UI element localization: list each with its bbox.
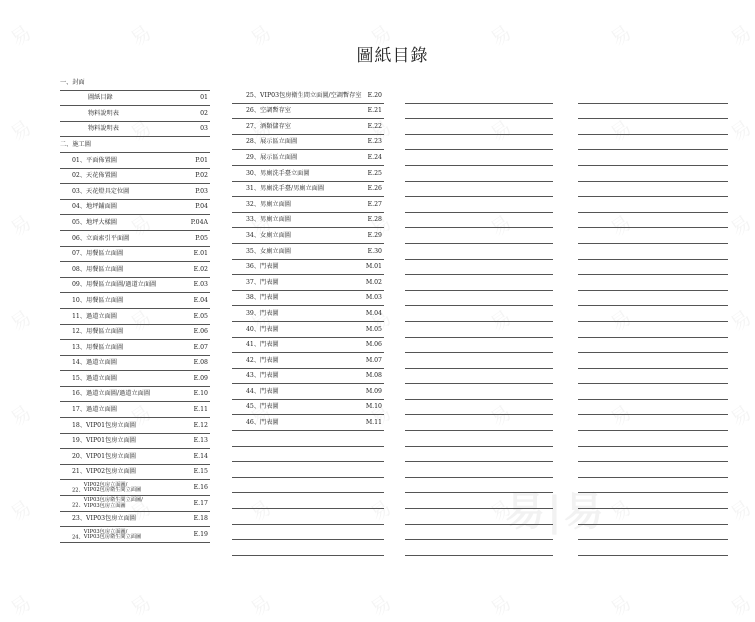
drawing-code: E.13 [193,437,208,445]
drawing-name: 05、地坪大樣圖 [72,218,117,226]
drawing-code: M.11 [365,419,382,427]
drawing-code: E.09 [193,374,208,382]
drawing-list-row [60,356,210,372]
drawing-code: P.04A [190,218,208,226]
watermark-glyph [603,587,636,622]
drawing-list-row [60,106,210,122]
drawing-code: E.23 [367,138,382,146]
drawing-code: 02 [200,109,208,117]
watermark-glyph [3,302,36,337]
drawing-name-line: VIP03包房立面圖/ [83,528,128,535]
blank-row [578,400,728,416]
drawing-code: E.14 [193,452,208,460]
drawing-code: E.03 [193,281,208,289]
drawing-list-row [60,309,210,325]
drawing-name: 45、門表圖 [246,403,279,411]
blank-row [405,291,553,307]
blank-row [578,150,728,166]
drawing-code: E.11 [193,406,208,414]
drawing-list-row [232,338,384,354]
drawing-code: E.05 [193,312,208,320]
blank-row [578,291,728,307]
watermark-glyph [483,587,516,622]
watermark-glyph [723,112,755,147]
drawing-name: 40、門表圖 [246,325,279,333]
drawing-code: E.16 [193,484,208,492]
drawing-code: E.20 [367,91,382,99]
drawing-list-row [60,262,210,278]
blank-row [578,182,728,198]
drawing-code: E.10 [193,390,208,398]
blank-row [232,431,384,447]
drawing-name: 37、門表圖 [246,278,279,286]
drawing-code: E.12 [193,421,208,429]
drawing-list-row [60,371,210,387]
drawing-name: 32、男廁立面圖 [246,200,291,208]
drawing-name-line: VIP03包房衛生間立面圖/ [83,497,143,504]
drawing-number: 24、 [72,534,84,541]
blank-row [405,415,553,431]
drawing-list-row [232,384,384,400]
drawing-code: E.30 [367,247,382,255]
drawing-list-row [60,496,210,512]
drawing-name: 18、VIP01包房立面圖 [72,421,136,429]
drawing-list-row [232,244,384,260]
blank-row [578,415,728,431]
drawing-list-row [60,402,210,418]
blank-row [405,88,553,104]
drawing-name: 31、男廁洗手臺/男廁立面圖 [246,185,325,193]
blank-row [405,493,553,509]
blank-row [578,478,728,494]
drawing-code: M.06 [365,341,382,349]
drawing-name: 物料說明表 [88,109,119,117]
drawing-name: 27、酒類儲存室 [246,122,291,130]
drawing-code: E.02 [193,265,208,273]
drawing-list-row [232,415,384,431]
drawing-list-column-1 [60,75,210,543]
drawing-name: 28、展示區立面圖 [246,138,298,146]
drawing-code: M.07 [365,356,382,364]
watermark-glyph [123,587,156,622]
drawing-list-row [60,153,210,169]
drawing-code: M.03 [365,294,382,302]
drawing-list-row [232,104,384,120]
drawing-code: P.01 [195,156,208,164]
drawing-name: 26、空調暫存室 [246,107,291,115]
drawing-name: 43、門表圖 [246,372,279,380]
drawing-list-column-2 [232,88,384,556]
drawing-name-lines [84,498,143,509]
drawing-list-row [232,306,384,322]
drawing-name: 物料說明表 [88,125,119,133]
blank-row [578,462,728,478]
drawing-name: 34、女廁立面圖 [246,231,291,239]
drawing-name: 14、過道立面圖 [72,359,117,367]
blank-row [578,540,728,556]
drawing-code: E.27 [367,200,382,208]
blank-row [578,260,728,276]
blank-row [405,509,553,525]
drawing-name: 01、平面佈置圖 [72,156,117,164]
blank-row [405,322,553,338]
drawing-name: 21、VIP02包房立面圖 [72,468,136,476]
drawing-list-row [60,293,210,309]
drawing-code: M.02 [365,278,382,286]
drawing-code: E.22 [367,122,382,130]
section-heading-row [60,137,210,153]
drawing-list-row [232,150,384,166]
drawing-name: 30、男廁洗手臺立面圖 [246,169,310,177]
watermark-glyph [3,207,36,242]
drawing-code: E.18 [193,515,208,523]
drawing-list-row [232,213,384,229]
blank-row [405,135,553,151]
drawing-list-row [232,182,384,198]
drawing-list-row [232,275,384,291]
drawing-list-column-3 [405,88,553,556]
drawing-list-row [232,260,384,276]
drawing-list-row [60,278,210,294]
drawing-name [72,530,141,541]
drawing-name-line: VIP02包房立面圖/ [83,481,128,488]
drawing-name: 46、門表圖 [246,419,279,427]
drawing-list-row [232,228,384,244]
blank-row [405,338,553,354]
drawing-name: 03、天花燈具定位圖 [72,187,130,195]
drawing-list-row [60,325,210,341]
drawing-code: E.24 [367,153,382,161]
watermark-glyph [3,397,36,432]
blank-row [232,478,384,494]
drawing-name: 33、男廁立面圖 [246,216,291,224]
blank-row [578,384,728,400]
blank-row [405,369,553,385]
drawing-name-lines [84,483,141,494]
blank-row [578,228,728,244]
watermark-glyph [3,587,36,622]
drawing-name: 07、用餐區立面圖 [72,250,124,258]
drawing-list-row [60,418,210,434]
blank-row [578,306,728,322]
blank-row [405,104,553,120]
drawing-list-row [60,527,210,543]
blank-row [578,509,728,525]
watermark-glyph [723,302,755,337]
drawing-list-row [60,231,210,247]
blank-row [232,462,384,478]
drawing-code: 03 [200,125,208,133]
blank-row [405,431,553,447]
drawing-code: M.01 [365,263,382,271]
drawing-name: 39、門表圖 [246,309,279,317]
blank-row [405,447,553,463]
drawing-number: 22、 [72,503,84,510]
drawing-name: 二、施工圖 [60,140,91,148]
blank-row [578,322,728,338]
blank-row [405,478,553,494]
drawing-name: 35、女廁立面圖 [246,247,291,255]
drawing-list-row [232,353,384,369]
drawing-code: M.04 [365,309,382,317]
drawing-code: M.10 [365,403,382,411]
drawing-list-row [60,247,210,263]
blank-row [405,275,553,291]
drawing-name: 23、VIP03包房立面圖 [72,515,136,523]
blank-row [578,135,728,151]
page-title: 圖紙目錄 [356,46,429,66]
drawing-list-row [232,166,384,182]
drawing-list-row [60,387,210,403]
drawing-list-row [60,434,210,450]
drawing-name: 圖紙目錄 [88,94,113,102]
watermark-logo: 易|易 [505,489,606,535]
blank-row [405,400,553,416]
drawing-name-lines [84,530,141,541]
drawing-list-row [232,88,384,104]
drawing-code: E.08 [193,359,208,367]
drawing-list-row [232,135,384,151]
drawing-list-row [60,215,210,231]
drawing-name: 10、用餐區立面圖 [72,296,124,304]
drawing-code: P.02 [195,172,208,180]
drawing-list-row [60,122,210,138]
drawing-name-line: VIP03包房衛生間立面圖 [83,534,142,541]
drawing-list-row [232,119,384,135]
drawing-code: P.03 [195,187,208,195]
drawing-list-row [60,169,210,185]
watermark-glyph [723,492,755,527]
drawing-code: M.05 [365,325,382,333]
drawing-code: P.05 [195,234,208,242]
blank-row [578,493,728,509]
blank-row [405,119,553,135]
blank-row [405,462,553,478]
drawing-name: 13、用餐區立面圖 [72,343,124,351]
drawing-code: E.01 [193,250,208,258]
drawing-code: M.08 [365,372,382,380]
section-heading-row [60,75,210,91]
drawing-list-row [60,512,210,528]
blank-row [578,275,728,291]
drawing-name-line: VIP02包房衛生間立面圖 [83,487,142,494]
blank-row [578,166,728,182]
drawing-name: 44、門表圖 [246,387,279,395]
drawing-name: 19、VIP01包房立面圖 [72,437,136,445]
drawing-list-row [232,369,384,385]
watermark-glyph [723,587,755,622]
blank-row [578,353,728,369]
drawing-code: P.04 [195,203,208,211]
blank-row [232,540,384,556]
drawing-list-row [60,340,210,356]
blank-row [405,384,553,400]
blank-row [405,166,553,182]
blank-row [405,353,553,369]
drawing-name: 08、用餐區立面圖 [72,265,124,273]
drawing-name-line: VIP03包房立面圖 [83,503,126,510]
drawing-code: E.19 [193,530,208,538]
watermark-glyph [723,397,755,432]
drawing-list-row [60,184,210,200]
drawing-list-row [60,480,210,496]
blank-row [405,306,553,322]
drawing-name: 38、門表圖 [246,294,279,302]
blank-row [578,88,728,104]
drawing-name: 12、用餐區立面圖 [72,328,124,336]
blank-row [405,525,553,541]
blank-row [405,228,553,244]
blank-row [405,182,553,198]
blank-row [578,119,728,135]
blank-row [578,213,728,229]
blank-row [578,431,728,447]
drawing-list-column-4 [578,88,728,556]
drawing-name [72,498,143,509]
blank-row [578,369,728,385]
drawing-code: E.21 [367,107,382,115]
watermark-glyph [723,207,755,242]
blank-row [578,197,728,213]
drawing-code: E.26 [367,185,382,193]
drawing-name [72,483,141,494]
blank-row [578,244,728,260]
drawing-list-row [232,291,384,307]
watermark-glyph [363,587,396,622]
blank-row [578,525,728,541]
drawing-name: 11、過道立面圖 [72,312,117,320]
watermark-glyph [3,112,36,147]
watermark-glyph [243,587,276,622]
drawing-name: 16、過道立面圖/過道立面圖 [72,390,151,398]
blank-row [232,525,384,541]
drawing-code: E.07 [193,343,208,351]
drawing-name: 15、過道立面圖 [72,374,117,382]
drawing-code: E.29 [367,231,382,239]
drawing-code: M.09 [365,387,382,395]
blank-row [232,493,384,509]
blank-row [232,447,384,463]
blank-row [232,509,384,525]
drawing-name: 04、地坪鋪面圖 [72,203,117,211]
blank-row [405,213,553,229]
drawing-name: 17、過道立面圖 [72,406,117,414]
blank-row [578,104,728,120]
drawing-name: 42、門表圖 [246,356,279,364]
blank-row [405,244,553,260]
blank-row [405,540,553,556]
drawing-code: E.15 [193,468,208,476]
drawing-code: E.28 [367,216,382,224]
drawing-name: 09、用餐區立面圖/過道立面圖 [72,281,157,289]
drawing-code: E.06 [193,328,208,336]
drawing-list-row [232,400,384,416]
blank-row [578,447,728,463]
drawing-name: 29、展示區立面圖 [246,153,298,161]
drawing-name: 20、VIP01包房立面圖 [72,452,136,460]
drawing-code: E.04 [193,296,208,304]
watermark-glyph [3,492,36,527]
drawing-code: 01 [200,94,208,102]
drawing-name: 02、天花佈置圖 [72,172,117,180]
drawing-name: 25、VIP03包房衛生間立面圖/空調暫存室 [246,91,362,99]
drawing-list-row [60,465,210,481]
drawing-code: E.17 [193,499,208,507]
drawing-name: 06、立面索引平面圖 [72,234,130,242]
blank-row [578,338,728,354]
drawing-list-row [60,91,210,107]
blank-row [405,197,553,213]
drawing-code: E.25 [367,169,382,177]
drawing-name: 一、封面 [60,78,85,86]
drawing-name: 36、門表圖 [246,263,279,271]
drawing-list-row [232,322,384,338]
drawing-list-row [60,449,210,465]
drawing-number: 22、 [72,487,84,494]
drawing-name: 41、門表圖 [246,341,279,349]
drawing-list-row [60,200,210,216]
blank-row [405,150,553,166]
drawing-list-row [232,197,384,213]
blank-row [405,260,553,276]
